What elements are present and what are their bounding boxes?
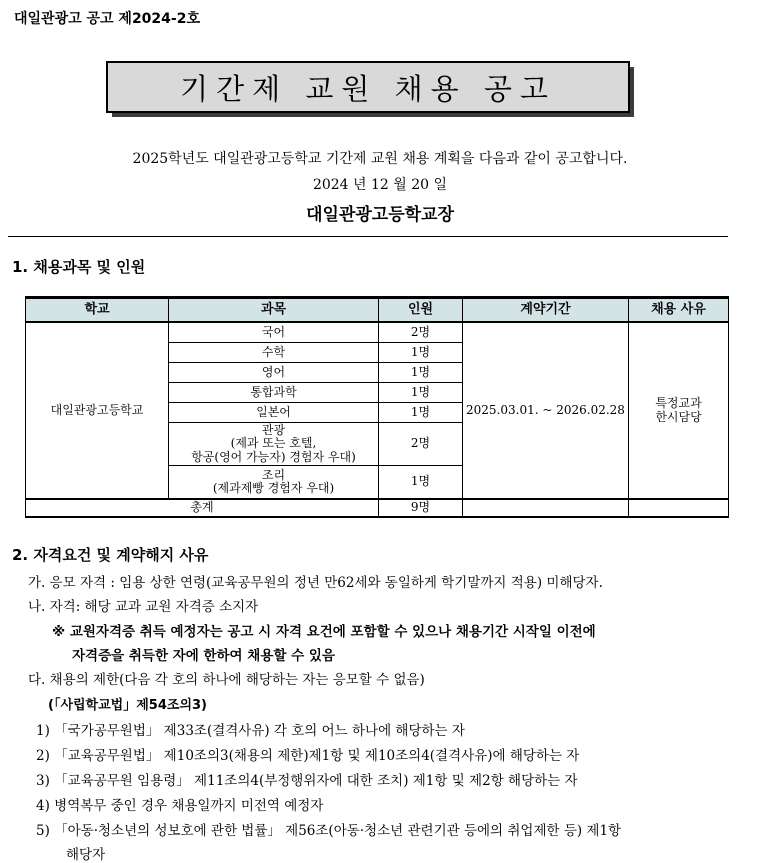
table-row: [26, 322, 729, 343]
restriction-item: 1) 「국가공무원법」 제33조(결격사유) 각 호의 어느 하나에 해당하는 자: [36, 723, 465, 739]
period-cell: 2025.03.01. ~ 2026.02.28: [463, 322, 629, 499]
count-cell: 1명: [379, 403, 463, 423]
count-cell: 1명: [379, 466, 463, 500]
table-total-row: [26, 499, 729, 517]
reason-line2: 한시담당: [655, 409, 702, 424]
count-cell: 2명: [379, 423, 463, 466]
subject-cell: 국어: [169, 322, 379, 343]
reason-cell: [629, 322, 729, 499]
school-cell: 대일관광고등학교: [26, 322, 169, 499]
divider: [8, 236, 728, 237]
count-cell: 2명: [379, 322, 463, 343]
subject-name: 조리: [261, 467, 286, 482]
qual-da: 다. 채용의 제한(다음 각 호의 하나에 해당하는 자는 응모할 수 없음): [28, 672, 425, 688]
intro-text: 2025학년도 대일관광고등학교 기간제 교원 채용 계획을 다음과 같이 공고합니다.: [132, 151, 628, 167]
qual-note-line1: ※ 교원자격증 취득 예정자는 공고 시 자격 요건에 포함할 수 있으나 채용기간 시작일 이전에: [52, 624, 596, 640]
section1-title: 1. 채용과목 및 인원: [12, 258, 146, 276]
count-cell: 1명: [379, 363, 463, 383]
hiring-table: [25, 296, 729, 518]
restriction-item: 4) 병역복무 중인 경우 채용일까지 미전역 예정자: [36, 798, 324, 814]
notice-date: 2024 년 12 월 20 일: [312, 177, 448, 193]
subject-name: 관광: [261, 423, 286, 438]
title-box: [106, 61, 630, 113]
restriction-item-cont: 해당자: [66, 847, 106, 863]
subject-cell: 일본어: [169, 403, 379, 423]
page-title: 기간제 교원 채용 공고: [180, 71, 556, 106]
subject-cell: 수학: [169, 343, 379, 363]
header-count: 인원: [379, 298, 463, 323]
principal-name: 대일관광고등학교장: [306, 205, 454, 225]
subject-cell-tourism: [169, 423, 379, 466]
subject-note: (제과제빵 경험자 우대): [212, 481, 335, 495]
subject-note: (제과 또는 호텔,: [230, 436, 317, 451]
reason-line1: 특정교과: [655, 396, 702, 411]
subject-cell: 통합과학: [169, 383, 379, 403]
count-cell: 1명: [379, 343, 463, 363]
restriction-item: 3) 「교육공무원 임용령」 제11조의4(부정행위자에 대한 조치) 제1항 및 제2항 해당하는 자: [36, 773, 578, 789]
total-empty: [463, 499, 629, 517]
table-header-row: [26, 298, 729, 323]
section2-title: 2. 자격요건 및 계약해지 사유: [12, 546, 209, 564]
qual-ga: 가. 응모 자격 : 임용 상한 연령(교육공무원의 정년 만62세와 동일하게 학기말까지 적용) 미해당자.: [28, 575, 603, 591]
header-subject: 과목: [169, 298, 379, 323]
qual-na: 나. 자격: 해당 교과 교원 자격증 소지자: [28, 599, 259, 615]
notice-number: 대일관광고 공고 제2024-2호: [14, 11, 200, 27]
subject-cell: 영어: [169, 363, 379, 383]
total-count: 9명: [379, 499, 463, 517]
total-empty: [629, 499, 729, 517]
subject-cell-cooking: [169, 466, 379, 500]
restriction-item: 2) 「교육공무원법」 제10조의3(채용의 제한)제1항 및 제10조의4(결격사유)에 해당하는 자: [36, 748, 580, 764]
header-school: 학교: [26, 298, 169, 323]
subject-note: 항공(영어 가능자) 경험자 우대): [191, 449, 356, 464]
count-cell: 1명: [379, 383, 463, 403]
qual-note-line2: 자격증을 취득한 자에 한하여 채용할 수 있음: [72, 648, 335, 664]
header-period: 계약기간: [463, 298, 629, 323]
restriction-item: 5) 「아동·청소년의 성보호에 관한 법률」 제56조(아동·청소년 관련기관 등에의 취업제한 등) 제1항: [36, 823, 622, 839]
header-reason: 채용 사유: [629, 298, 729, 323]
total-label: 총계: [26, 499, 379, 517]
law-reference: (「사립학교법」제54조의3): [48, 698, 207, 713]
